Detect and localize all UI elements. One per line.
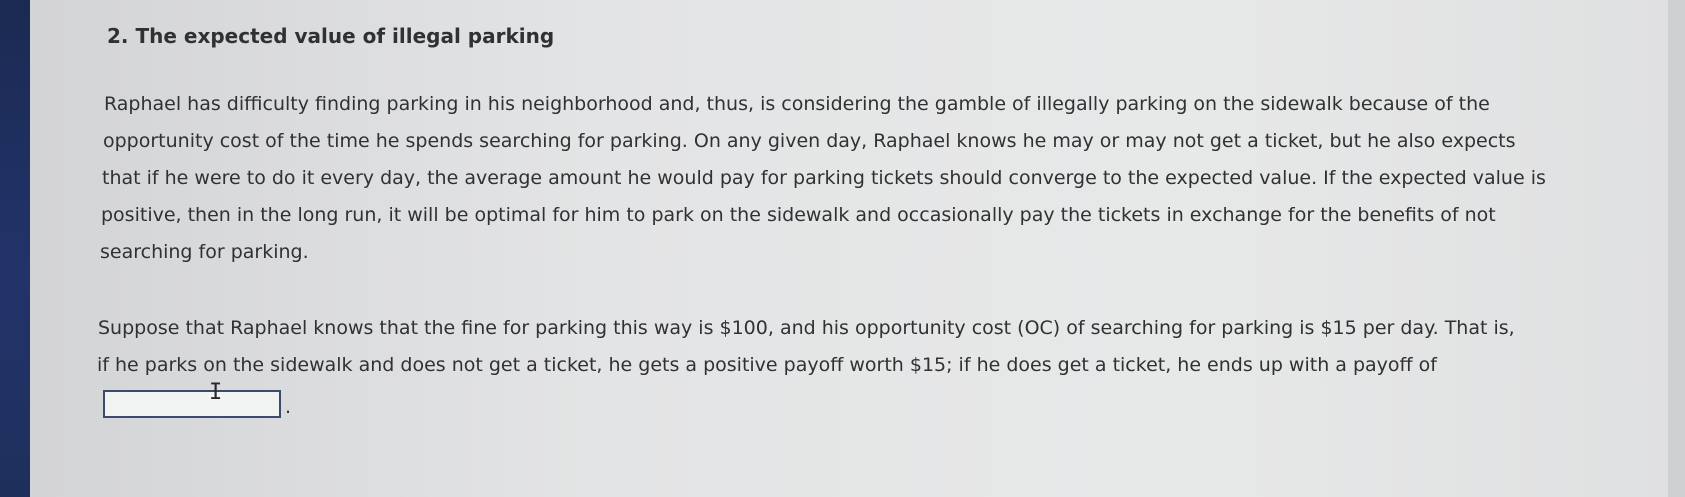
paragraph-1-line-3: that if he were to do it every day, the average amount he would pay for parking tickets should converge to the expected value. If the expected value is xyxy=(102,167,1546,189)
paragraph-1-line-2: opportunity cost of the time he spends searching for parking. On any given day, Raphael knows he may or may not get a ticket, but he also expects xyxy=(103,130,1516,152)
paragraph-1-line-4: positive, then in the long run, it will be optimal for him to park on the sidewalk and occasionally pay the tickets in exchange for the benefits of not xyxy=(101,204,1496,226)
paragraph-1-line-5: searching for parking. xyxy=(100,241,309,263)
paragraph-2-line-2: if he parks on the sidewalk and does not get a ticket, he gets a positive payoff worth $15; if he does get a ticket, he ends up with a payoff of xyxy=(97,354,1437,376)
paragraph-1-line-1: Raphael has difficulty finding parking in his neighborhood and, thus, is considering the gamble of illegally parking on the sidewalk because of the xyxy=(104,93,1490,115)
answer-period: . xyxy=(285,396,292,418)
answer-row xyxy=(103,380,292,418)
payoff-answer-input[interactable] xyxy=(103,380,281,418)
text-cursor-icon: I xyxy=(209,380,223,405)
question-title: 2. The expected value of illegal parking xyxy=(107,24,555,48)
paragraph-2-line-1: Suppose that Raphael knows that the fine for parking this way is $100, and his opportunity cost (OC) of searching for parking is $15 per day. That is, xyxy=(98,317,1515,339)
